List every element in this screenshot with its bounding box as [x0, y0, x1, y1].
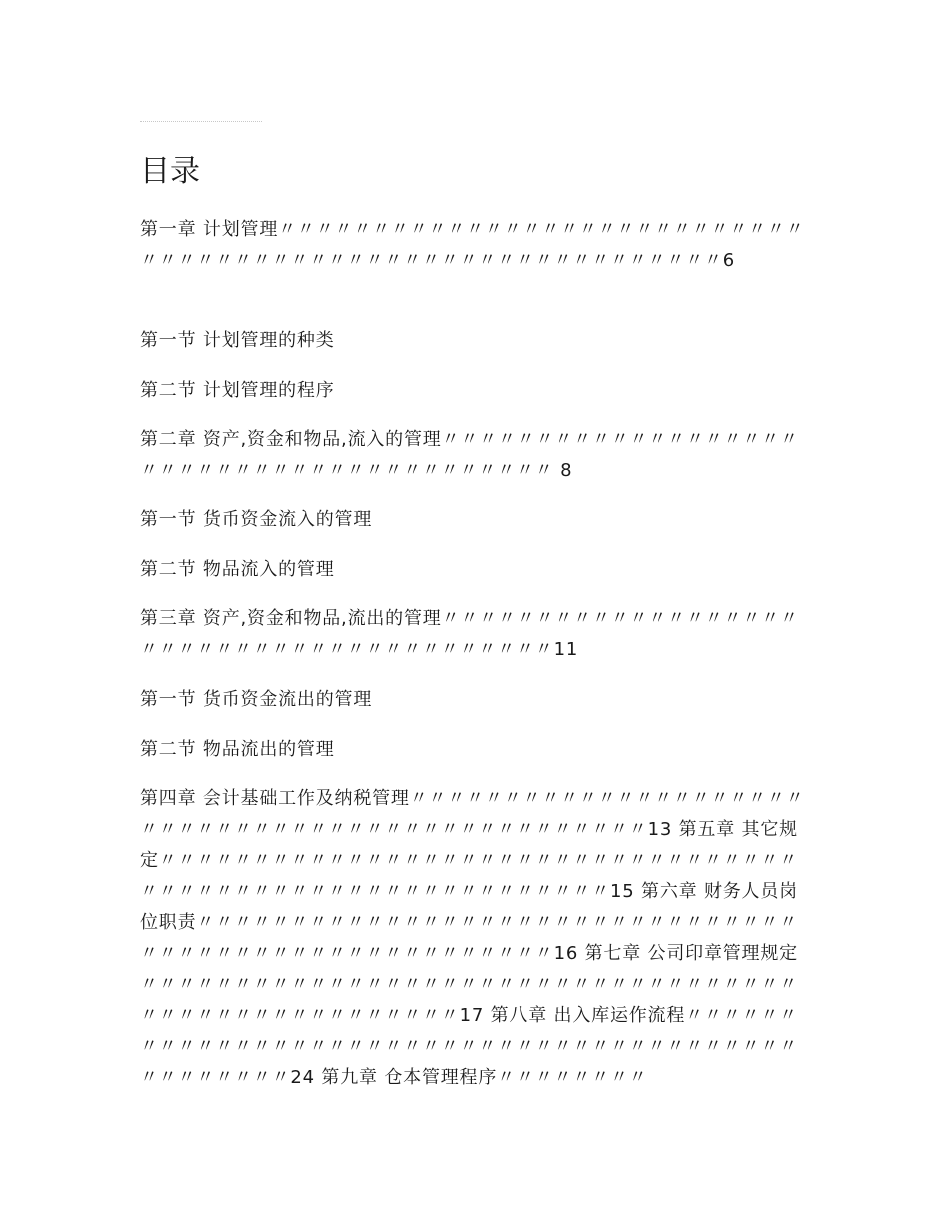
header-rule — [140, 121, 262, 122]
toc-chapter-2: 第二章 资产,资金和物品,流入的管理〃〃〃〃〃〃〃〃〃〃〃〃〃〃〃〃〃〃〃〃〃〃〃〃〃〃〃〃〃〃〃〃〃〃〃〃〃〃〃〃〃 8 — [140, 429, 799, 481]
toc-section-3-1: 第一节 货币资金流出的管理 — [140, 689, 373, 710]
toc-section-1-2: 第二节 计划管理的程序 — [140, 380, 335, 401]
toc-section-2-1: 第一节 货币资金流入的管理 — [140, 509, 373, 530]
toc-chapters-4-to-9: 第四章 会计基础工作及纳税管理〃〃〃〃〃〃〃〃〃〃〃〃〃〃〃〃〃〃〃〃〃〃〃〃〃〃〃〃〃〃〃〃〃〃〃〃〃〃〃〃〃〃〃〃〃〃〃〃13 第五章 其它规定〃〃〃〃〃〃〃〃〃〃〃〃〃〃〃〃〃〃〃〃〃〃〃〃〃〃〃〃〃〃〃〃〃〃〃〃〃〃〃〃〃〃〃〃〃〃〃〃〃〃〃〃〃〃〃〃〃〃〃15 第六章 财务人员岗位职责〃〃〃〃〃〃〃〃〃〃〃〃〃〃〃〃〃〃〃〃〃〃〃〃〃〃〃〃〃〃〃〃〃〃〃〃〃〃〃〃〃〃〃〃〃〃〃〃〃〃〃〃〃〃16 第七章 公司印章管理规定〃〃〃〃〃〃〃〃〃〃〃〃〃〃〃〃〃〃〃〃〃〃〃〃〃〃〃〃〃〃〃〃〃〃〃〃〃〃〃〃〃〃〃〃〃〃〃〃〃〃〃〃17 第八章 出入库运作流程〃〃〃〃〃〃〃〃〃〃〃〃〃〃〃〃〃〃〃〃〃〃〃〃〃〃〃〃〃〃〃〃〃〃〃〃〃〃〃〃〃〃〃〃〃〃〃〃〃24 第九章 仓本管理程序〃〃〃〃〃〃〃〃 — [140, 788, 805, 1088]
toc-chapter-3: 第三章 资产,资金和物品,流出的管理〃〃〃〃〃〃〃〃〃〃〃〃〃〃〃〃〃〃〃〃〃〃〃〃〃〃〃〃〃〃〃〃〃〃〃〃〃〃〃〃〃11 — [140, 608, 799, 660]
page-title: 目录 — [140, 154, 200, 189]
toc-section-1-1: 第一节 计划管理的种类 — [140, 330, 335, 351]
toc-section-3-2: 第二节 物品流出的管理 — [140, 739, 335, 760]
toc-section-2-2: 第二节 物品流入的管理 — [140, 559, 335, 580]
toc-chapter-1: 第一章 计划管理〃〃〃〃〃〃〃〃〃〃〃〃〃〃〃〃〃〃〃〃〃〃〃〃〃〃〃〃〃〃〃〃〃〃〃〃〃〃〃〃〃〃〃〃〃〃〃〃〃〃〃〃〃〃〃〃〃〃〃6 — [140, 219, 805, 271]
